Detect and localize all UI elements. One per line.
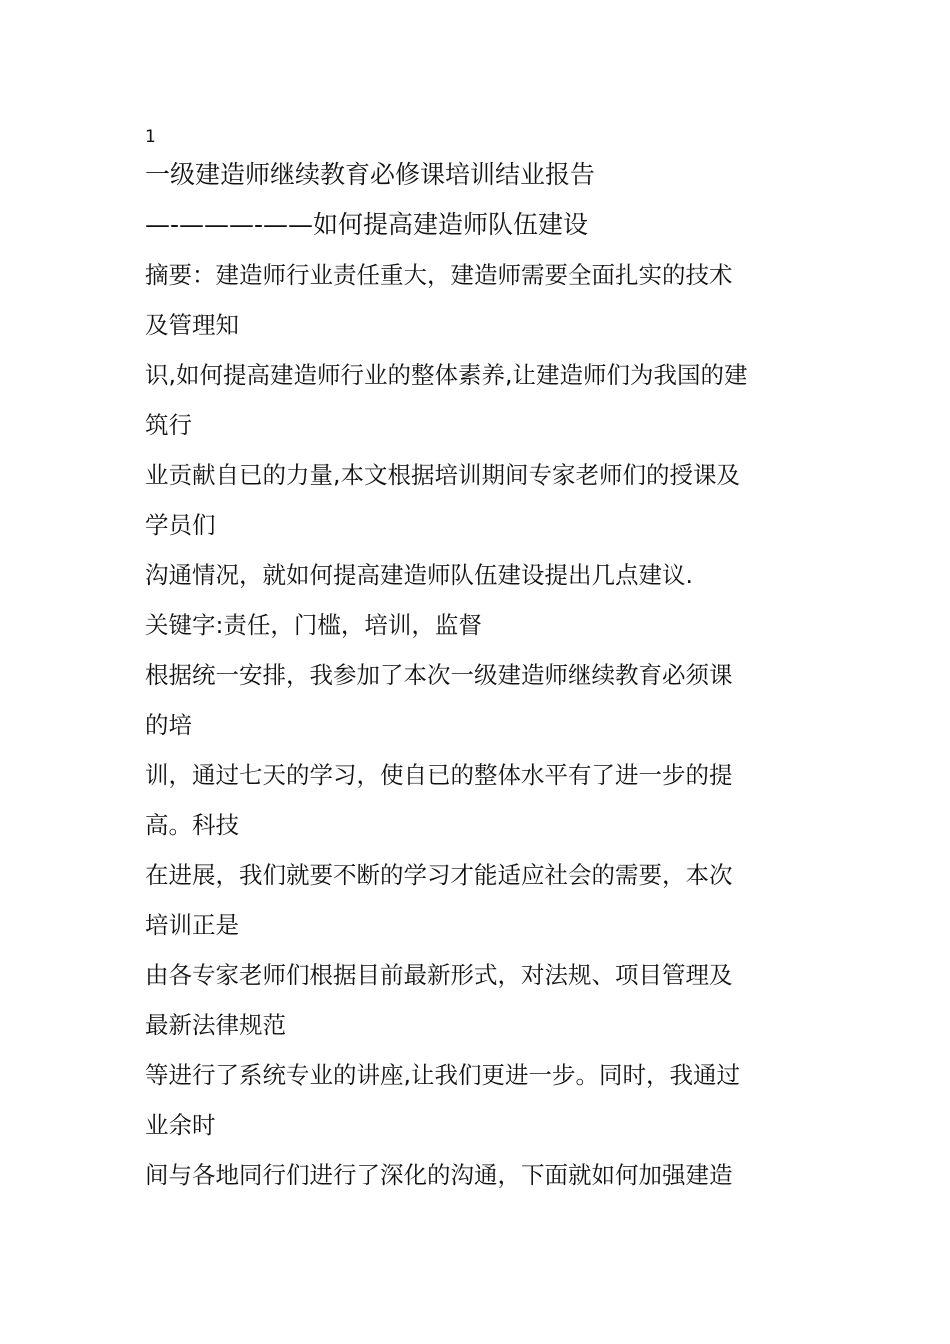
document-title: 一级建造师继续教育必修课培训结业报告: [145, 160, 596, 189]
body-line: 间与各地同行们进行了深化的沟通，下面就如何加强建造: [145, 1161, 733, 1189]
document-subtitle: —-———-——如何提高建造师队伍建设: [145, 210, 589, 239]
body-line: 培训正是: [145, 911, 239, 939]
body-line: 等进行了系统专业的讲座,让我们更进一步。同时，我通过: [145, 1061, 740, 1089]
body-line: 最新法律规范: [145, 1011, 286, 1039]
body-line: 业贡献自已的力量,本文根据培训期间专家老师们的授课及: [145, 461, 740, 489]
body-line: 高。科技: [145, 811, 239, 839]
body-line: 识,如何提高建造师行业的整体素养,让建造师们为我国的建: [145, 361, 748, 389]
body-line: 由各专家老师们根据目前最新形式，对法规、项目管理及: [145, 961, 733, 989]
body-line: 学员们: [145, 511, 216, 539]
body-line: 的培: [145, 711, 192, 739]
document-content: [145, 124, 815, 1200]
body-line: 在进展，我们就要不断的学习才能适应社会的需要，本次: [145, 861, 733, 889]
keywords-line: 关键字:责任，门槛，培训，监督: [145, 611, 482, 639]
body-line: 筑行: [145, 411, 192, 439]
body-line: 训，通过七天的学习，使自已的整体水平有了进一步的提: [145, 761, 733, 789]
body-line: 根据统一安排，我参加了本次一级建造师继续教育必须课: [145, 661, 733, 689]
body-line: 摘要：建造师行业责任重大，建造师需要全面扎实的技术: [145, 261, 733, 289]
body-line: 沟通情况，就如何提高建造师队伍建设提出几点建议.: [145, 561, 693, 589]
body-line: 业余时: [145, 1111, 216, 1139]
page-number: 1: [145, 127, 156, 147]
body-line: 及管理知: [145, 311, 239, 339]
